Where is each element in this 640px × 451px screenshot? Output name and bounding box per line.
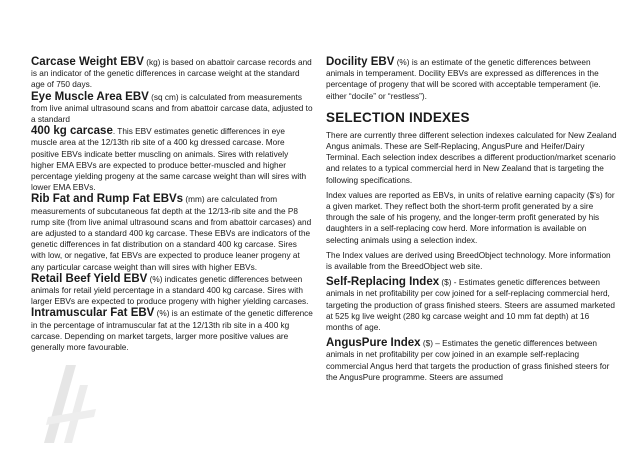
watermark-logo bbox=[36, 355, 106, 445]
anguspure-term: AngusPure Index bbox=[326, 337, 421, 350]
eye-muscle-area-paragraph bbox=[31, 91, 313, 126]
carcase-weight-text: is based on abattoir carcase records and is an indicator of the genetic differences in carcase weight at the standard age of 750 days. bbox=[31, 58, 312, 90]
rib-rump-fat-unit: (mm) bbox=[185, 195, 205, 205]
eye-muscle-area-term: Eye Muscle Area EBV bbox=[31, 90, 149, 103]
retail-beef-yield-term: Retail Beef Yield EBV bbox=[31, 272, 148, 285]
carcase-weight-paragraph bbox=[31, 56, 313, 91]
self-replacing-unit: ($) bbox=[441, 278, 452, 288]
carcase-weight-unit: (kg) bbox=[146, 58, 161, 67]
rib-rump-fat-term: Rib Fat and Rump Fat EBVs bbox=[31, 193, 184, 206]
intramuscular-fat-unit: (%) bbox=[156, 309, 170, 319]
self-replacing-term: Self-Replacing Index bbox=[326, 276, 440, 289]
anguspure-unit: ($) bbox=[422, 339, 433, 349]
intramuscular-fat-text: is an estimate of the genetic difference in the percentage of intramuscular fat at the 12/13th rib site in a 400 kg carcase. Depending on market targets, larger more positive values are generally more favourable. bbox=[31, 309, 313, 353]
docility-term: Docility EBV bbox=[326, 56, 395, 68]
eye-muscle-area-unit: (sq cm) bbox=[151, 92, 179, 102]
retail-beef-yield-unit: (%) bbox=[149, 274, 163, 284]
retail-beef-yield-paragraph bbox=[31, 273, 313, 308]
right-column bbox=[326, 56, 618, 383]
retail-beef-yield-text: indicates genetic differences between animals for retail yield percentage in a standard 400 kg carcase. Sires with larger EBVs are expected to produce progeny with higher yielding carcases. bbox=[31, 274, 309, 307]
eye-muscle-area-text: is calculated from measurements from live animal ultrasound scans and from abattoir carcase data, adjusted to a standard bbox=[31, 92, 313, 125]
breedobject-paragraph: The Index values are derived using BreedObject technology. More information is available from the BreedObject web site. bbox=[326, 250, 611, 272]
self-replacing-text: - Estimates genetic differences between animals in net profitability per cow joined for a self-replacing commercial herd, targeting the production of grass finished steers. Steers are assumed marketed at 525 kg live weight (280 kg carcase weight and 10 mm fat depth) at 16 months of age. bbox=[326, 278, 615, 333]
anguspure-text: – Estimates the genetic differences between animals in net profitability per cow joined in an example self-replacing commercial Angus herd that targets the production of grass finished steers for the AngusPure programme. Steers are assumed bbox=[326, 339, 610, 382]
carcase-weight-term: Carcase Weight EBV bbox=[31, 56, 144, 68]
intramuscular-fat-term: Intramuscular Fat EBV bbox=[31, 307, 155, 320]
rib-rump-fat-paragraph bbox=[31, 193, 313, 272]
section-heading: SELECTION INDEXES bbox=[326, 109, 470, 125]
rib-rump-fat-text: are calculated from measurements of subcutaneous fat depth at the 12/13-rib site and the P8 rump site (from live animal ultrasound scans and from abattoir carcases) and are adjusted to a standard 400 kg carcase. These EBVs are indicators of the genetic differences in fat distribution on a standard 400 kg carcase. Sires with low, or negative, fat EBVs are expected to produce leaner progeny at any particular carcase weight than will sires with higher EBVs. bbox=[31, 195, 312, 272]
anguspure-paragraph bbox=[326, 337, 618, 383]
carcase-400-paragraph bbox=[31, 125, 313, 193]
docility-paragraph bbox=[326, 56, 618, 102]
index-values-paragraph: Index values are reported as EBVs, in units of relative earning capacity ($'s) for a given market. They reflect both the short-term profit generated by a sire through the sale of his progeny, and the longer-term profit generated by his daughters in a self-replacing cow herd. More information is available on selecting animals using a selection index. bbox=[326, 190, 615, 245]
left-column bbox=[31, 56, 313, 353]
self-replacing-paragraph bbox=[326, 276, 618, 333]
carcase-400-text: . This EBV estimates genetic differences in eye muscle area at the 12/13th rib site of a 400 kg dressed carcase. More positive EBVs indicate better muscling on animals. Sires with relatively higher EMA EBVs are expected to produce better-muscled and higher percentage yielding progeny at the same carcase weight than will sires with lower EMA EBVs. bbox=[31, 127, 307, 193]
docility-unit: (%) bbox=[396, 58, 410, 67]
selection-intro-paragraph: There are currently three different selection indexes calculated for New Zealand Angus animals. These are Self-Replacing, AngusPure and Heifer/Dairy Terminal. Each selection index describes a different production/market scenario and relates to a typical commercial herd in New Zealand that is targeting the following specifications. bbox=[326, 130, 617, 185]
docility-text: is an estimate of the genetic differences between animals in temperament. Docility EBVs are expressed as differences in the percentage of progeny that will be scored with acceptable temperament (ie. either “docile” or “restless”). bbox=[326, 58, 601, 101]
carcase-400-term: 400 kg carcase bbox=[31, 125, 113, 138]
intramuscular-fat-paragraph bbox=[31, 307, 313, 353]
